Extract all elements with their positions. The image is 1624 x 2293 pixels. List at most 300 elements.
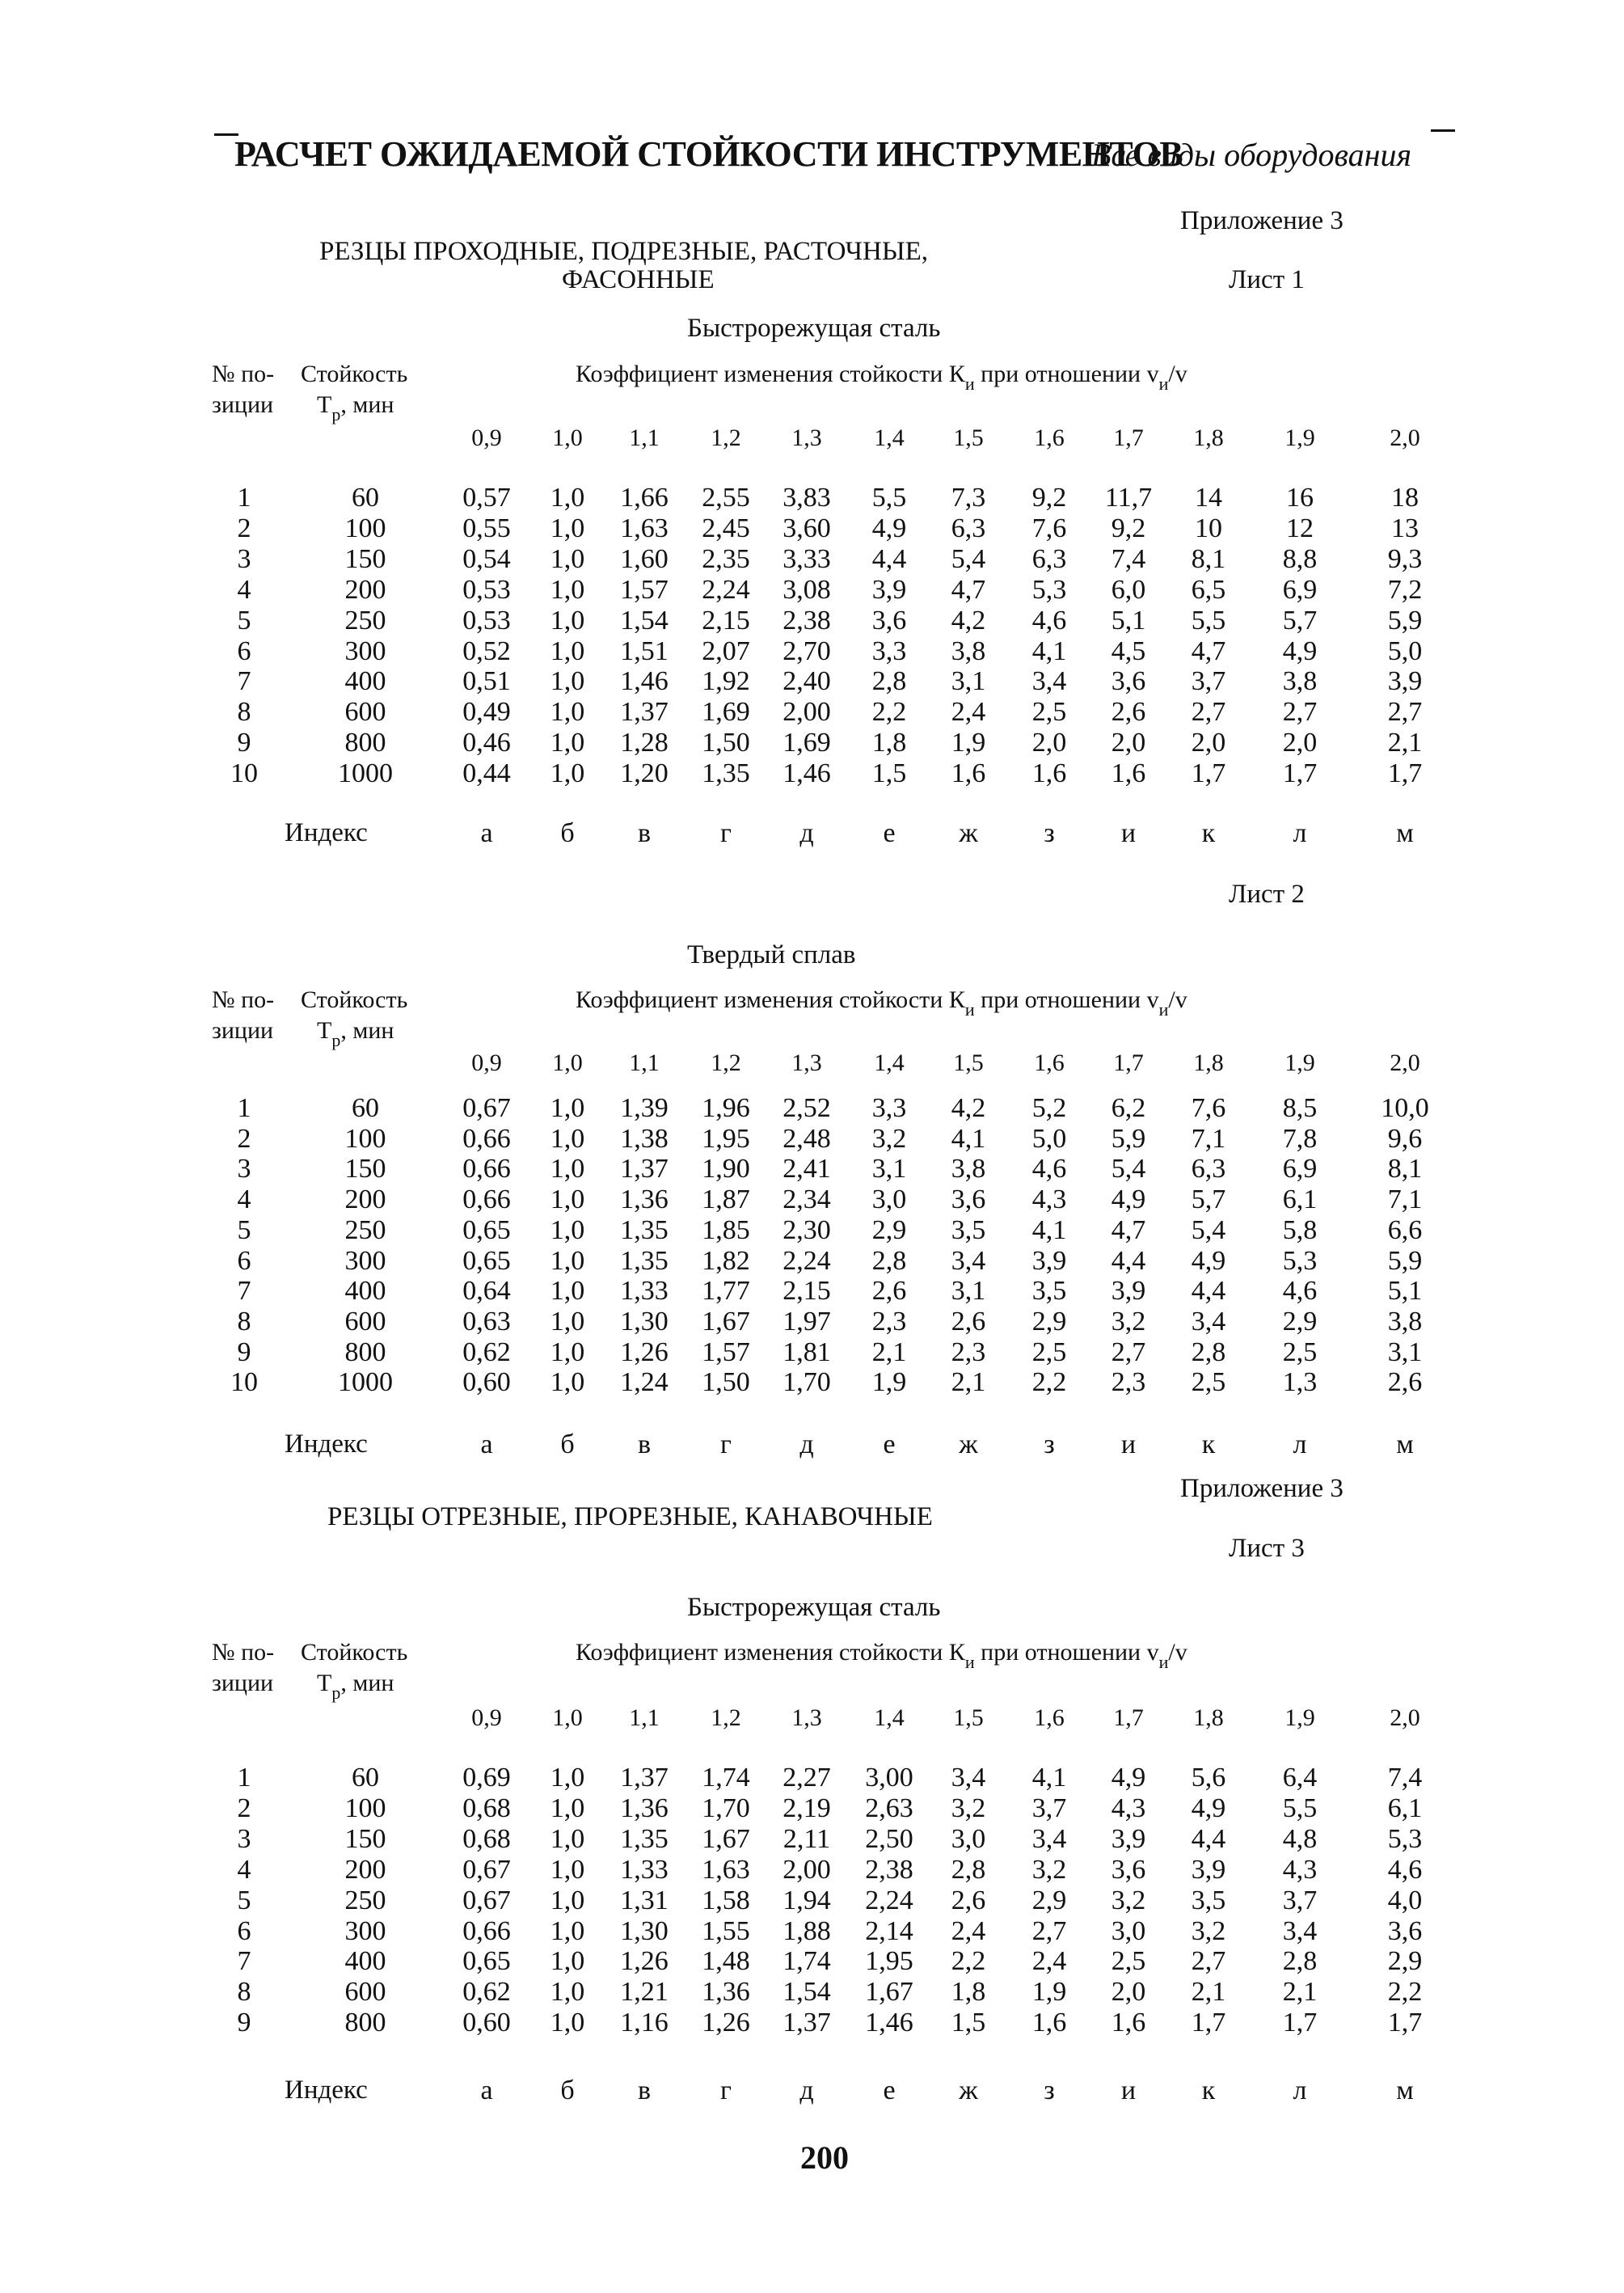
coefficient-cell: 2,6 <box>951 1885 986 1915</box>
coefficient-cell: 6,3 <box>1031 543 1067 574</box>
coefficient-cell: 4,4 <box>1191 1823 1226 1854</box>
coefficient-cell: 1,20 <box>620 758 669 789</box>
index-letter: е <box>883 818 896 848</box>
row-tool-life: 60 <box>352 1763 379 1793</box>
index-letter: б <box>560 818 575 848</box>
coefficient-cell: 2,63 <box>865 1793 913 1823</box>
pos-header-line1: № по- <box>212 1639 275 1666</box>
row-position: 8 <box>237 1306 251 1337</box>
coefficient-cell: 5,5 <box>1191 605 1226 636</box>
coefficient-cell: 2,00 <box>782 697 831 728</box>
coefficient-cell: 2,2 <box>951 1946 986 1977</box>
row-position: 7 <box>237 1276 251 1307</box>
coefficient-cell: 0,62 <box>462 1977 511 2008</box>
row-position: 7 <box>237 666 251 697</box>
coefficient-cell: 1,0 <box>550 1854 585 1885</box>
index-letter: з <box>1044 2076 1055 2105</box>
coefficient-cell: 1,0 <box>550 1214 585 1245</box>
row-tool-life: 300 <box>344 1915 386 1946</box>
coefficient-cell: 1,36 <box>620 1793 669 1823</box>
coefficient-cell: 1,0 <box>550 1245 585 1276</box>
page-number: 200 <box>800 2139 849 2176</box>
coefficient-cell: 9,2 <box>1111 513 1146 543</box>
coefficient-cell: 1,0 <box>550 728 585 758</box>
coefficient-cell: 6,2 <box>1111 1093 1146 1123</box>
index-letter: ж <box>959 2076 978 2105</box>
coefficient-cell: 1,63 <box>620 513 669 543</box>
coefficient-cell: 3,8 <box>1387 1306 1423 1337</box>
coefficient-cell: 2,8 <box>871 666 907 697</box>
coefficient-cell: 2,24 <box>782 1245 831 1276</box>
index-letter: в <box>637 1429 652 1459</box>
coefficient-cell: 3,2 <box>871 1123 907 1154</box>
coefficient-cell: 2,3 <box>871 1306 907 1337</box>
coefficient-cell: 2,1 <box>1387 728 1423 758</box>
coefficient-cell: 1,33 <box>620 1854 669 1885</box>
ratio-header: 1,6 <box>1034 1704 1065 1731</box>
coefficient-cell: 1,26 <box>620 1337 669 1367</box>
coefficient-cell: 3,8 <box>951 636 986 666</box>
row-tool-life: 250 <box>344 605 386 636</box>
coefficient-cell: 1,0 <box>550 605 585 636</box>
coefficient-cell: 1,0 <box>550 1306 585 1337</box>
coefficient-cell: 1,0 <box>550 758 585 789</box>
coefficient-cell: 6,4 <box>1282 1763 1318 1793</box>
coefficient-cell: 14 <box>1195 483 1222 513</box>
row-position: 3 <box>237 1154 251 1185</box>
coefficient-cell: 5,1 <box>1387 1276 1423 1307</box>
coefficient-cell: 3,9 <box>871 574 907 605</box>
row-tool-life: 60 <box>352 1093 379 1123</box>
coefficient-cell: 3,4 <box>1031 1823 1067 1854</box>
ratio-header: 1,6 <box>1034 424 1065 451</box>
row-tool-life: 600 <box>344 1306 386 1337</box>
ratio-header: 1,1 <box>629 1704 660 1731</box>
index-letter: е <box>883 1429 896 1459</box>
coefficient-cell: 3,2 <box>951 1793 986 1823</box>
corner-mark-right <box>1431 129 1455 132</box>
coefficient-header <box>576 361 1187 395</box>
coefficient-cell: 13 <box>1391 513 1419 543</box>
coefficient-cell: 1,5 <box>951 2008 986 2038</box>
coefficient-cell: 2,14 <box>865 1915 913 1946</box>
coefficient-cell: 3,2 <box>1111 1885 1146 1915</box>
coefficient-cell: 2,35 <box>702 543 750 574</box>
coefficient-cell: 3,6 <box>871 605 907 636</box>
coefficient-cell: 0,66 <box>462 1154 511 1185</box>
coefficient-cell: 8,1 <box>1191 543 1226 574</box>
coefficient-cell: 1,37 <box>620 1763 669 1793</box>
coefficient-cell: 11,7 <box>1104 483 1153 513</box>
coefficient-cell: 1,74 <box>782 1946 831 1977</box>
coef-prefix: Коэффициент изменения стойкости К <box>576 361 965 387</box>
coefficient-cell: 2,70 <box>782 636 831 666</box>
coefficient-cell: 1,0 <box>550 1793 585 1823</box>
tool-life-symbol: Т <box>317 1670 332 1696</box>
index-letter: и <box>1120 2076 1137 2105</box>
coefficient-cell: 1,58 <box>702 1885 750 1915</box>
ratio-header: 1,8 <box>1193 1049 1224 1076</box>
coefficient-cell: 5,2 <box>1031 1093 1067 1123</box>
index-letter: и <box>1120 818 1137 848</box>
coefficient-cell: 2,38 <box>782 605 831 636</box>
coefficient-cell: 0,62 <box>462 1337 511 1367</box>
row-position: 4 <box>237 1185 251 1215</box>
coefficient-cell: 1,26 <box>702 2008 750 2038</box>
row-tool-life: 100 <box>344 513 386 543</box>
coefficient-cell: 1,0 <box>550 1946 585 1977</box>
coefficient-cell: 3,4 <box>1031 666 1067 697</box>
coefficient-cell: 1,28 <box>620 728 669 758</box>
coefficient-cell: 2,0 <box>1282 728 1318 758</box>
ratio-header: 1,7 <box>1113 1704 1144 1731</box>
coefficient-cell: 2,1 <box>871 1337 907 1367</box>
coefficient-cell: 2,0 <box>1191 728 1226 758</box>
ratio-header: 2,0 <box>1390 1704 1420 1731</box>
coefficient-cell: 1,33 <box>620 1276 669 1307</box>
coefficient-cell: 3,4 <box>951 1763 986 1793</box>
coefficient-cell: 2,50 <box>865 1823 913 1854</box>
row-position: 9 <box>237 1337 251 1367</box>
coefficient-cell: 1,0 <box>550 1154 585 1185</box>
coefficient-cell: 2,8 <box>1282 1946 1318 1977</box>
coefficient-cell: 9,6 <box>1387 1123 1423 1154</box>
coefficient-cell: 2,1 <box>951 1367 986 1398</box>
coefficient-cell: 5,4 <box>951 543 986 574</box>
coef-mid: при отношении v <box>974 1639 1159 1666</box>
ratio-header: 1,5 <box>953 1049 984 1076</box>
coefficient-cell: 4,0 <box>1387 1885 1423 1915</box>
coefficient-cell: 2,7 <box>1111 1337 1146 1367</box>
ratio-header: 1,0 <box>552 1049 583 1076</box>
coefficient-cell: 0,65 <box>462 1946 511 1977</box>
coefficient-cell: 0,68 <box>462 1823 511 1854</box>
coefficient-cell: 12 <box>1286 513 1314 543</box>
ratio-header: 1,1 <box>629 424 660 451</box>
coefficient-cell: 1,8 <box>871 728 907 758</box>
coefficient-cell: 0,68 <box>462 1793 511 1823</box>
coefficient-cell: 1,36 <box>702 1977 750 2008</box>
coef-mid: при отношении v <box>974 361 1159 387</box>
coefficient-cell: 3,0 <box>871 1185 907 1215</box>
coefficient-cell: 2,5 <box>1282 1337 1318 1367</box>
coefficient-cell: 1,5 <box>871 758 907 789</box>
coefficient-cell: 1,0 <box>550 1123 585 1154</box>
coefficient-cell: 1,95 <box>865 1946 913 1977</box>
coefficient-cell: 4,2 <box>951 605 986 636</box>
row-tool-life: 400 <box>344 1276 386 1307</box>
row-position: 6 <box>237 636 251 666</box>
coefficient-cell: 1,69 <box>702 697 750 728</box>
coefficient-cell: 1,60 <box>620 543 669 574</box>
row-tool-life: 200 <box>344 1854 386 1885</box>
coefficient-cell: 3,3 <box>871 636 907 666</box>
tool-life-header-line1: Стойкость <box>301 986 408 1013</box>
coefficient-cell: 3,5 <box>1031 1276 1067 1307</box>
material-label: Твердый сплав <box>687 940 856 969</box>
coefficient-cell: 1,77 <box>702 1276 750 1307</box>
coefficient-cell: 1,39 <box>620 1093 669 1123</box>
row-position: 5 <box>237 1885 251 1915</box>
index-letter: г <box>720 2076 732 2105</box>
coefficient-cell: 1,88 <box>782 1915 831 1946</box>
coefficient-cell: 1,0 <box>550 574 585 605</box>
coef-subscript: и <box>964 1652 975 1672</box>
tool-group-3: РЕЗЦЫ ОТРЕЗНЫЕ, ПРОРЕЗНЫЕ, КАНАВОЧНЫЕ <box>327 1502 933 1531</box>
index-letter: д <box>799 2076 814 2105</box>
coefficient-cell: 2,00 <box>782 1854 831 1885</box>
index-label: Индекс <box>285 818 368 847</box>
coefficient-cell: 3,6 <box>951 1185 986 1215</box>
ratio-header: 1,7 <box>1113 1049 1144 1076</box>
coefficient-cell: 1,63 <box>702 1854 750 1885</box>
coefficient-cell: 3,83 <box>782 483 831 513</box>
row-tool-life: 800 <box>344 2008 386 2038</box>
ratio-header: 1,2 <box>711 1704 741 1731</box>
coefficient-cell: 1,0 <box>550 483 585 513</box>
coefficient-cell: 2,8 <box>951 1854 986 1885</box>
coefficient-cell: 1,0 <box>550 543 585 574</box>
coefficient-cell: 3,33 <box>782 543 831 574</box>
coefficient-cell: 3,08 <box>782 574 831 605</box>
coefficient-cell: 8,8 <box>1282 543 1318 574</box>
coefficient-cell: 4,1 <box>1031 1763 1067 1793</box>
coefficient-cell: 5,3 <box>1031 574 1067 605</box>
index-letter: к <box>1201 818 1216 848</box>
coefficient-cell: 2,7 <box>1387 697 1423 728</box>
coefficient-cell: 0,67 <box>462 1093 511 1123</box>
coefficient-cell: 3,6 <box>1111 666 1146 697</box>
coefficient-cell: 2,6 <box>1111 697 1146 728</box>
row-tool-life: 250 <box>344 1885 386 1915</box>
coefficient-cell: 6,6 <box>1387 1214 1423 1245</box>
coefficient-cell: 2,15 <box>702 605 750 636</box>
coefficient-cell: 1,48 <box>702 1946 750 1977</box>
coefficient-cell: 3,6 <box>1387 1915 1423 1946</box>
tool-life-unit: , мин <box>340 1670 394 1696</box>
coefficient-cell: 5,4 <box>1111 1154 1146 1185</box>
coefficient-cell: 7,1 <box>1191 1123 1226 1154</box>
row-tool-life: 400 <box>344 1946 386 1977</box>
section-label: Все виды оборудования <box>1091 137 1412 173</box>
coefficient-cell: 1,38 <box>620 1123 669 1154</box>
coefficient-cell: 3,1 <box>871 1154 907 1185</box>
coefficient-cell: 0,51 <box>462 666 511 697</box>
coef-subscript: и <box>964 999 975 1020</box>
coefficient-cell: 6,5 <box>1191 574 1226 605</box>
coefficient-cell: 0,67 <box>462 1854 511 1885</box>
coefficient-cell: 2,1 <box>1282 1977 1318 2008</box>
coefficient-cell: 4,9 <box>1111 1763 1146 1793</box>
coefficient-cell: 1,36 <box>620 1185 669 1215</box>
ratio-header: 1,2 <box>711 1049 741 1076</box>
coefficient-cell: 1,69 <box>782 728 831 758</box>
tool-life-header-line1: Стойкость <box>301 361 408 387</box>
coefficient-cell: 1,24 <box>620 1367 669 1398</box>
coefficient-cell: 2,15 <box>782 1276 831 1307</box>
coefficient-cell: 7,4 <box>1387 1763 1423 1793</box>
coefficient-cell: 2,1 <box>1191 1977 1226 2008</box>
row-tool-life: 150 <box>344 1823 386 1854</box>
coefficient-cell: 2,5 <box>1111 1946 1146 1977</box>
index-label: Индекс <box>285 1429 368 1459</box>
coefficient-cell: 1,35 <box>620 1245 669 1276</box>
coef-suffix: /v <box>1168 361 1187 387</box>
coefficient-cell: 1,92 <box>702 666 750 697</box>
coefficient-cell: 7,2 <box>1387 574 1423 605</box>
index-letter: е <box>883 2076 896 2105</box>
tool-life-subscript: р <box>331 404 341 424</box>
coefficient-cell: 1,30 <box>620 1915 669 1946</box>
coefficient-cell: 2,7 <box>1191 697 1226 728</box>
coefficient-cell: 1,94 <box>782 1885 831 1915</box>
coefficient-cell: 4,8 <box>1282 1823 1318 1854</box>
coefficient-cell: 9,2 <box>1031 483 1067 513</box>
coefficient-cell: 5,4 <box>1191 1214 1226 1245</box>
tool-life-symbol: Т <box>317 391 332 418</box>
coefficient-cell: 2,48 <box>782 1123 831 1154</box>
coefficient-cell: 2,7 <box>1282 697 1318 728</box>
coefficient-cell: 3,2 <box>1031 1854 1067 1885</box>
coefficient-cell: 1,0 <box>550 1823 585 1854</box>
coefficient-cell: 3,5 <box>951 1214 986 1245</box>
coefficient-cell: 0,53 <box>462 605 511 636</box>
coefficient-cell: 1,7 <box>1387 758 1423 789</box>
coefficient-cell: 4,6 <box>1031 605 1067 636</box>
coefficient-cell: 0,67 <box>462 1885 511 1915</box>
coefficient-header <box>576 986 1187 1020</box>
index-letter: а <box>480 818 493 848</box>
coefficient-cell: 4,5 <box>1111 636 1146 666</box>
coefficient-cell: 3,9 <box>1111 1823 1146 1854</box>
coefficient-cell: 1,9 <box>1031 1977 1067 2008</box>
ratio-header: 1,4 <box>874 1704 905 1731</box>
coefficient-cell: 2,24 <box>702 574 750 605</box>
row-tool-life: 1000 <box>338 1367 393 1398</box>
coef-suffix: /v <box>1168 1639 1187 1666</box>
index-letter: к <box>1201 2076 1216 2105</box>
coefficient-cell: 8,5 <box>1282 1093 1318 1123</box>
tool-life-header-line2 <box>317 1017 394 1051</box>
coefficient-cell: 1,9 <box>871 1367 907 1398</box>
coefficient-cell: 1,0 <box>550 666 585 697</box>
coefficient-cell: 2,3 <box>951 1337 986 1367</box>
coef-subscript: и <box>964 374 975 394</box>
coefficient-cell: 1,6 <box>1031 758 1067 789</box>
coefficient-cell: 4,9 <box>1191 1793 1226 1823</box>
row-position: 6 <box>237 1915 251 1946</box>
index-letter: ж <box>959 818 978 848</box>
coefficient-cell: 1,0 <box>550 2008 585 2038</box>
coefficient-cell: 5,9 <box>1387 605 1423 636</box>
coefficient-cell: 5,7 <box>1282 605 1318 636</box>
coefficient-cell: 2,9 <box>1282 1306 1318 1337</box>
coefficient-cell: 2,5 <box>1031 1337 1067 1367</box>
coefficient-cell: 0,66 <box>462 1915 511 1946</box>
row-position: 6 <box>237 1245 251 1276</box>
coefficient-cell: 1,6 <box>1111 2008 1146 2038</box>
coefficient-cell: 3,6 <box>1111 1854 1146 1885</box>
coefficient-cell: 10,0 <box>1381 1093 1429 1123</box>
coefficient-cell: 1,7 <box>1191 2008 1226 2038</box>
row-position: 2 <box>237 1123 251 1154</box>
coefficient-cell: 1,67 <box>702 1306 750 1337</box>
ratio-header: 1,6 <box>1034 1049 1065 1076</box>
row-tool-life: 60 <box>352 483 379 513</box>
coefficient-cell: 6,1 <box>1387 1793 1423 1823</box>
coefficient-cell: 4,9 <box>1111 1185 1146 1215</box>
coefficient-cell: 4,9 <box>1282 636 1318 666</box>
coefficient-cell: 1,37 <box>620 1154 669 1185</box>
tool-life-unit: , мин <box>340 391 394 418</box>
coefficient-cell: 3,1 <box>951 1276 986 1307</box>
coefficient-cell: 2,3 <box>1111 1367 1146 1398</box>
index-letter: м <box>1396 2076 1414 2105</box>
index-letter: а <box>480 1429 493 1459</box>
row-tool-life: 250 <box>344 1214 386 1245</box>
ratio-header: 2,0 <box>1390 424 1420 451</box>
coefficient-cell: 7,6 <box>1031 513 1067 543</box>
coefficient-cell: 5,9 <box>1111 1123 1146 1154</box>
index-letter: л <box>1293 2076 1307 2105</box>
index-letter: к <box>1201 1429 1216 1459</box>
coefficient-cell: 1,67 <box>865 1977 913 2008</box>
tool-life-subscript: р <box>331 1030 341 1050</box>
coefficient-cell: 0,52 <box>462 636 511 666</box>
tool-group-1-line1: РЕЗЦЫ ПРОХОДНЫЕ, ПОДРЕЗНЫЕ, РАСТОЧНЫЕ, <box>319 237 929 266</box>
coefficient-cell: 1,30 <box>620 1306 669 1337</box>
coefficient-cell: 1,6 <box>1031 2008 1067 2038</box>
coefficient-cell: 4,4 <box>871 543 907 574</box>
tool-life-header-line2 <box>317 391 394 425</box>
coefficient-cell: 4,2 <box>951 1093 986 1123</box>
coefficient-cell: 3,2 <box>1111 1306 1146 1337</box>
ratio-header: 1,2 <box>711 424 741 451</box>
row-position: 9 <box>237 2008 251 2038</box>
coefficient-cell: 1,87 <box>702 1185 750 1215</box>
coefficient-cell: 0,66 <box>462 1123 511 1154</box>
index-letter: м <box>1396 1429 1414 1459</box>
coefficient-cell: 2,52 <box>782 1093 831 1123</box>
coefficient-cell: 2,8 <box>871 1245 907 1276</box>
index-letter: г <box>720 1429 732 1459</box>
coefficient-cell: 0,44 <box>462 758 511 789</box>
coefficient-cell: 4,7 <box>1191 636 1226 666</box>
row-position: 5 <box>237 1214 251 1245</box>
index-letter: б <box>560 2076 575 2105</box>
row-position: 7 <box>237 1946 251 1977</box>
coefficient-cell: 1,6 <box>1111 758 1146 789</box>
sheet-label-1: Лист 1 <box>1229 265 1305 294</box>
tool-life-header-line1: Стойкость <box>301 1639 408 1666</box>
coef-subscript-2: и <box>1158 374 1169 394</box>
ratio-header: 1,7 <box>1113 424 1144 451</box>
coefficient-cell: 1,81 <box>782 1337 831 1367</box>
coefficient-cell: 2,2 <box>1387 1977 1423 2008</box>
coef-subscript-2: и <box>1158 999 1169 1020</box>
row-tool-life: 150 <box>344 1154 386 1185</box>
coefficient-cell: 5,1 <box>1111 605 1146 636</box>
coefficient-cell: 3,4 <box>1282 1915 1318 1946</box>
coefficient-cell: 2,24 <box>865 1885 913 1915</box>
coefficient-cell: 4,4 <box>1111 1245 1146 1276</box>
ratio-header: 1,9 <box>1284 424 1315 451</box>
coefficient-cell: 1,0 <box>550 1093 585 1123</box>
coefficient-cell: 3,0 <box>951 1823 986 1854</box>
coefficient-cell: 5,5 <box>871 483 907 513</box>
coefficient-cell: 2,0 <box>1111 728 1146 758</box>
coefficient-cell: 0,55 <box>462 513 511 543</box>
